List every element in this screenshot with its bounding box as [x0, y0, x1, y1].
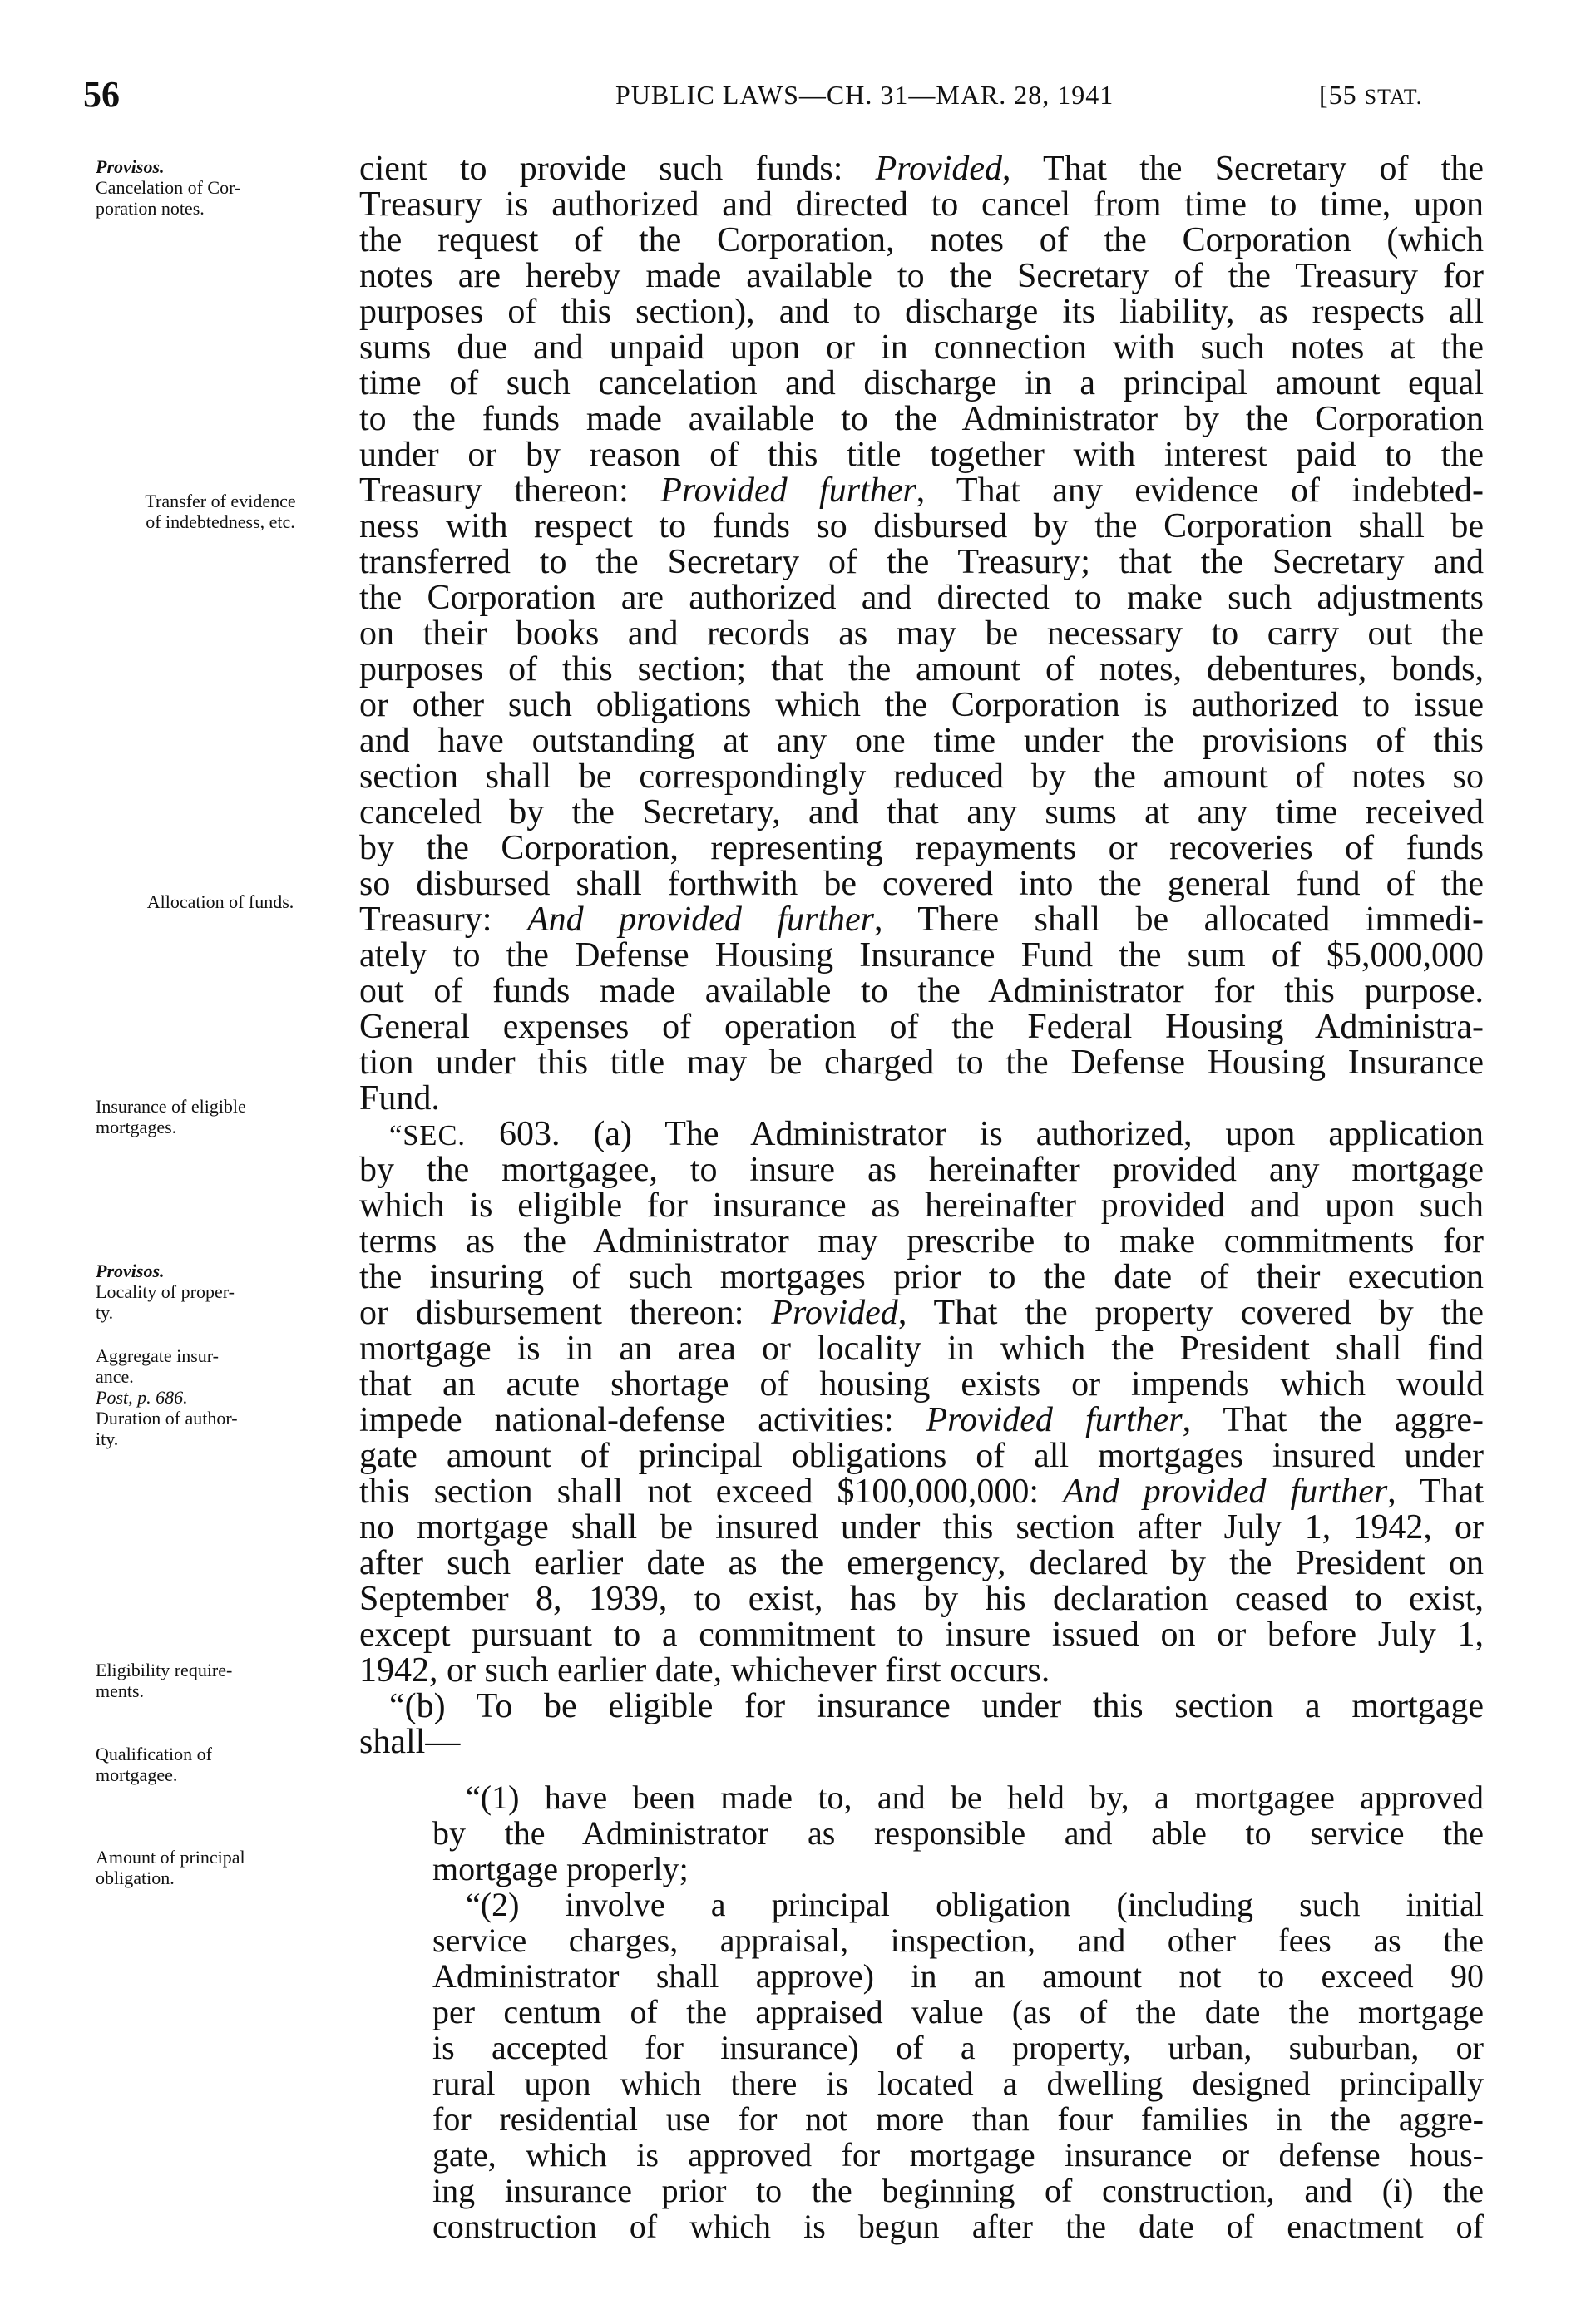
text-line: Treasury: And provided further, There shall be allocated immedi-	[359, 900, 1485, 939]
clause-line: is accepted for insurance) of a property, urban, suburban, or	[432, 2029, 1484, 2066]
text-line: or disbursement thereon: Provided, That the property covered by the	[359, 1294, 1485, 1332]
margin-note-transfer: Transfer of evidence of indebtedness, etc.	[145, 491, 296, 532]
text-line: this section shall not exceed $100,000,000: And provided further, That	[359, 1473, 1484, 1511]
margin-note-allocation: Allocation of funds.	[146, 891, 294, 912]
running-title: PUBLIC LAWS—CH. 31—MAR. 28, 1941	[615, 80, 1114, 110]
margin-note-locality: Provisos. Locality of proper- ty.	[96, 1261, 235, 1323]
text-line: cient to provide such funds: Provided, That the Secretary of the	[359, 150, 1484, 188]
text-line: no mortgage shall be insured under this section after July 1, 1942, or	[359, 1508, 1484, 1547]
text-line: terms as the Administrator may prescribe to make commitments for	[359, 1222, 1484, 1261]
text-line: the Corporation are authorized and directed to make such adjustments	[359, 579, 1484, 617]
text-line: by the mortgagee, to insure as hereinafter provided any mortgage	[359, 1151, 1484, 1189]
margin-note-aggregate: Aggregate insur- ance. Post, p. 686. Duration of author- ity.	[96, 1345, 238, 1449]
text-line: September 8, 1939, to exist, has by his declaration ceased to exist,	[359, 1580, 1484, 1618]
text-line: transferred to the Secretary of the Treasury; that the Secretary and	[359, 543, 1484, 581]
text-line: or other such obligations which the Corporation is authorized to issue	[359, 686, 1484, 724]
text-line: out of funds made available to the Administrator for this purpose.	[359, 972, 1484, 1010]
clause-line: service charges, appraisal, inspection, and other fees as the	[432, 1922, 1484, 1959]
margin-note-amount: Amount of principal obligation.	[96, 1847, 245, 1888]
text-line: which is eligible for insurance as hereinafter provided and upon such	[359, 1187, 1484, 1225]
clause-line: Administrator shall approve) in an amount not to exceed 90	[432, 1957, 1484, 1995]
text-line: impede national-defense activities: Provided further, That the aggre-	[359, 1401, 1484, 1439]
text-line: that an acute shortage of housing exists or impends which would	[359, 1365, 1484, 1404]
text-line: Treasury is authorized and directed to cancel from time to time, upon	[359, 185, 1484, 224]
text-line: purposes of this section; that the amount of notes, debentures, bonds,	[359, 650, 1484, 688]
text-line: the request of the Corporation, notes of the Corporation (which	[359, 221, 1484, 259]
clause-line: ing insurance prior to the beginning of construction, and (i) the	[432, 2172, 1484, 2209]
text-line: mortgage is in an area or locality in which the President shall find	[359, 1330, 1484, 1368]
text-line: tion under this title may be charged to the Defense Housing Insurance	[359, 1044, 1484, 1082]
text-line: time of such cancelation and discharge in a principal amount equal	[359, 364, 1484, 402]
text-line: the insuring of such mortgages prior to the date of their execution	[359, 1258, 1484, 1296]
text-line: under or by reason of this title together with interest paid to the	[359, 436, 1484, 474]
section-heading-line: “SEC. 603. (a) The Administrator is authorized, upon application	[389, 1115, 1484, 1153]
clause-line: “(1) have been made to, and be held by, a mortgagee approved	[466, 1779, 1484, 1816]
page-header	[0, 73, 1571, 123]
clause-line: per centum of the appraised value (as of the date the mortgage	[432, 1993, 1484, 2030]
volume-reference: [55 STAT.	[1319, 80, 1423, 110]
text-line: by the Corporation, representing repayments or recoveries of funds	[359, 829, 1484, 867]
text-line: on their books and records as may be necessary to carry out the	[359, 614, 1484, 653]
margin-note-eligibility: Eligibility require- ments.	[96, 1660, 233, 1701]
text-line: so disbursed shall forthwith be covered into the general fund of the	[359, 865, 1484, 903]
text-line: gate amount of principal obligations of all mortgages insured under	[359, 1437, 1484, 1475]
text-line: to the funds made available to the Administrator by the Corporation	[359, 400, 1484, 438]
margin-note-provisos: Provisos. Cancelation of Cor- poration notes.	[96, 156, 241, 219]
margin-note-qualification: Qualification of mortgagee.	[96, 1744, 212, 1785]
text-line: “(b) To be eligible for insurance under this section a mortgage	[389, 1687, 1484, 1725]
text-line: sums due and unpaid upon or in connection with such notes at the	[359, 328, 1484, 367]
text-line: section shall be correspondingly reduced by the amount of notes so	[359, 757, 1484, 796]
text-line: purposes of this section), and to discharge its liability, as respects all	[359, 293, 1484, 331]
clause-line: by the Administrator as responsible and able to service the	[432, 1814, 1484, 1852]
clause-line: gate, which is approved for mortgage insurance or defense hous-	[432, 2136, 1484, 2174]
text-line: General expenses of operation of the Federal Housing Administra-	[359, 1008, 1484, 1046]
text-line: and have outstanding at any one time under the provisions of this	[359, 722, 1484, 760]
clause-line: rural upon which there is located a dwelling designed principally	[432, 2065, 1484, 2102]
text-line: after such earlier date as the emergency, declared by the President on	[359, 1544, 1484, 1582]
text-line: Fund.	[359, 1079, 440, 1118]
page-number: 56	[83, 74, 120, 115]
text-line: 1942, or such earlier date, whichever first occurs.	[359, 1651, 1050, 1690]
text-line: ately to the Defense Housing Insurance Fund the sum of $5,000,000	[359, 936, 1484, 975]
margin-note-insurance: Insurance of eligible mortgages.	[96, 1096, 246, 1137]
clause-line: for residential use for not more than four families in the aggre-	[432, 2100, 1484, 2138]
clause-line: mortgage properly;	[432, 1850, 689, 1887]
clause-line: construction of which is begun after the date of enactment of	[432, 2208, 1484, 2245]
text-line: shall—	[359, 1723, 461, 1761]
text-line: Treasury thereon: Provided further, That any evidence of indebted-	[359, 471, 1484, 510]
text-line: canceled by the Secretary, and that any sums at any time received	[359, 793, 1484, 831]
text-line: notes are hereby made available to the Secretary of the Treasury for	[359, 257, 1484, 295]
text-line: ness with respect to funds so disbursed by the Corporation shall be	[359, 507, 1484, 545]
text-line: except pursuant to a commitment to insure issued on or before July 1,	[359, 1616, 1484, 1654]
clause-line: “(2) involve a principal obligation (including such initial	[466, 1886, 1484, 1923]
